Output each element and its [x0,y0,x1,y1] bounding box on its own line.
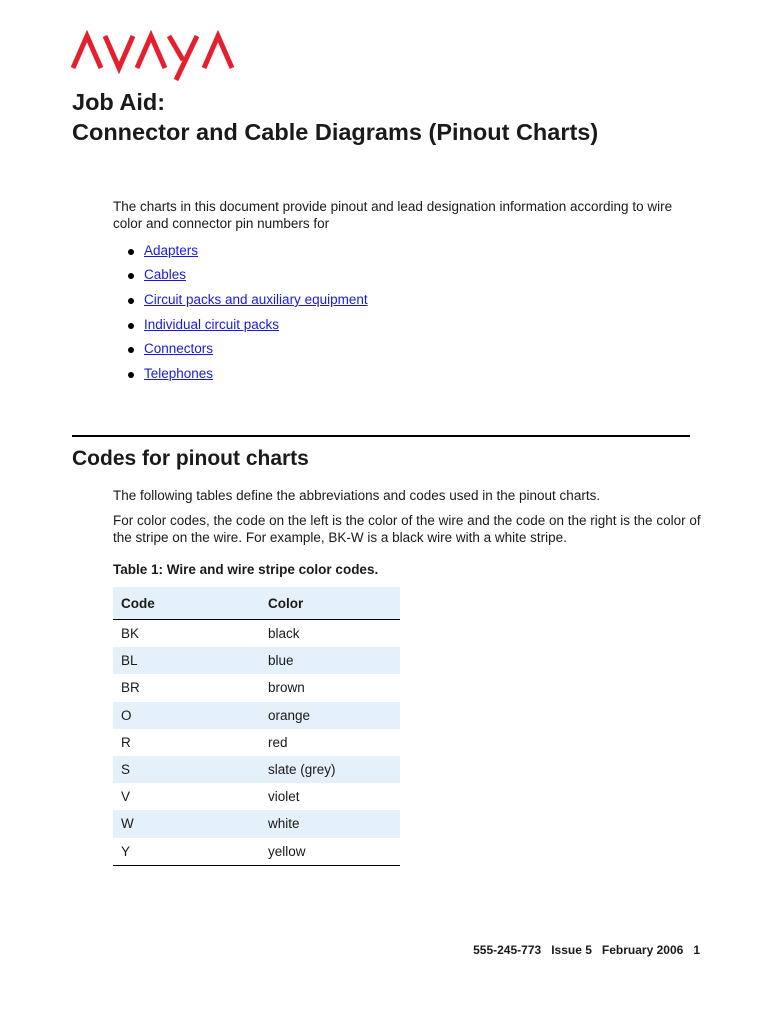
list-item [128,361,368,386]
code-cell: BR [121,680,140,696]
table-row [113,702,400,729]
table-header-row [113,587,400,620]
page-title [72,87,598,147]
code-cell: R [121,734,131,750]
title-line-1: Job Aid: [72,89,166,115]
section-paragraph-2: For color codes, the code on the left is the color of the wire and the code on the right is the color of the stripe on the wire. For example, BK-W is a black wire with a white stripe. [113,513,701,545]
table-row [113,674,400,701]
color-cell: violet [268,789,300,805]
section-divider [72,435,690,437]
color-cell: brown [268,680,305,696]
list-item [128,336,368,361]
page-number: 1 [693,943,700,957]
intro-paragraph: The charts in this document provide pinout and lead designation information according to wire color and connector pin numbers for [113,199,673,231]
code-cell: O [113,702,260,729]
list-item [128,263,368,288]
topic-link-list [128,238,368,386]
bullet-icon [128,249,134,255]
color-codes-table [113,587,400,866]
link-connectors[interactable]: Connectors [144,341,214,357]
table-caption: Table 1: Wire and wire stripe color codes. [113,562,379,577]
doc-number: 555-245-773 [473,943,542,957]
code-cell: Y [113,838,260,866]
bullet-icon [128,347,134,353]
title-line-2: Connector and Cable Diagrams (Pinout Charts) [72,119,599,145]
color-cell: black [268,626,300,642]
section-paragraph-1: The following tables define the abbreviations and codes used in the pinout charts. [113,488,601,503]
code-cell: S [113,756,260,783]
bullet-icon [128,323,134,329]
table-row [113,810,400,837]
table-row [113,729,400,756]
code-cell: BL [113,647,260,674]
page-footer [473,943,700,957]
list-item [128,238,368,263]
code-cell: V [121,789,131,805]
code-cell: W [113,810,260,837]
link-telephones[interactable]: Telephones [144,365,214,381]
color-cell: red [268,734,288,750]
code-cell: BK [121,626,140,642]
bullet-icon [128,273,134,279]
link-cables[interactable]: Cables [144,267,187,283]
link-individual-circuit-packs[interactable]: Individual circuit packs [144,316,280,332]
avaya-logo [70,30,236,86]
bullet-icon [128,298,134,304]
color-cell: blue [260,647,400,674]
table-row [113,783,400,810]
column-header-color: Color [260,587,400,620]
table-row [113,756,400,783]
table-row [113,838,400,866]
table-row [113,647,400,674]
section-heading: Codes for pinout charts [72,447,309,470]
table-row [113,620,400,648]
list-item [128,287,368,312]
bullet-icon [128,372,134,378]
color-cell: orange [260,702,400,729]
color-cell: yellow [260,838,400,866]
list-item [128,312,368,337]
link-circuit-packs-auxiliary[interactable]: Circuit packs and auxiliary equipment [144,291,368,307]
color-cell: white [260,810,400,837]
issue-label: Issue 5 [551,943,592,957]
column-header-code: Code [113,587,260,620]
issue-date: February 2006 [601,943,684,957]
link-adapters[interactable]: Adapters [144,242,199,258]
color-cell: slate (grey) [260,756,400,783]
